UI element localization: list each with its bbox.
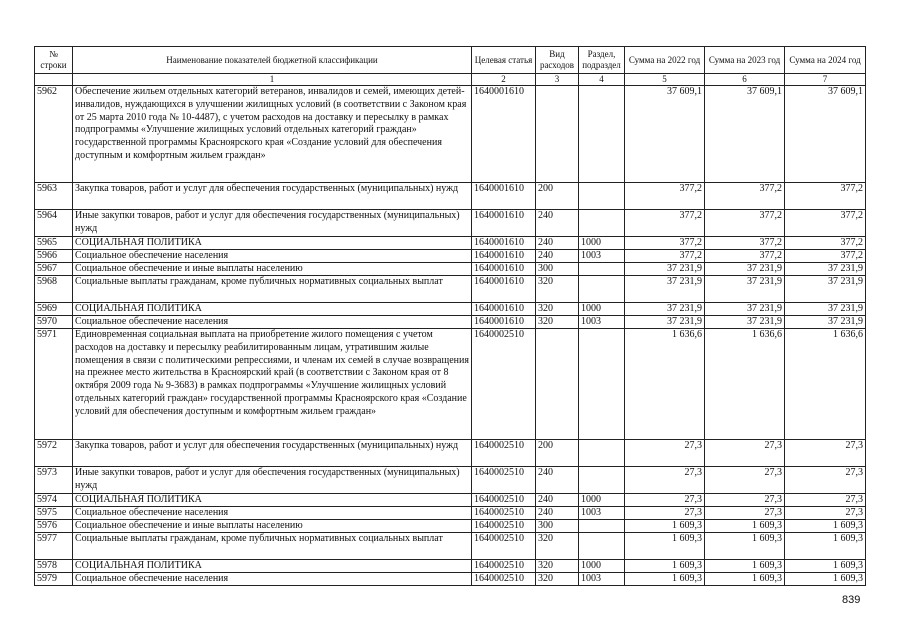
indicator-name-cell: Социальные выплаты гражданам, кроме публичных нормативных социальных выплат — [73, 276, 472, 303]
sum-2024-cell: 1 609,3 — [785, 573, 866, 586]
sum-2024-cell: 377,2 — [785, 250, 866, 263]
expense-type-cell: 320 — [536, 533, 579, 560]
sum-2024-cell: 1 636,6 — [785, 329, 866, 440]
sum-2023-cell: 377,2 — [705, 210, 785, 237]
index-cell: 3 — [536, 74, 579, 86]
section-cell: 1000 — [579, 237, 625, 250]
table-row — [35, 520, 866, 533]
expense-type-cell — [536, 329, 579, 440]
sum-2024-cell: 27,3 — [785, 494, 866, 507]
target-article-cell: 1640001610 — [472, 276, 536, 303]
section-cell — [579, 520, 625, 533]
page-number: 839 — [842, 594, 861, 606]
expense-type-cell: 320 — [536, 303, 579, 316]
expense-type-cell: 320 — [536, 560, 579, 573]
row-number-cell: 5962 — [35, 86, 73, 183]
sum-2023-cell: 1 609,3 — [705, 573, 785, 586]
table-row — [35, 263, 866, 276]
indicator-name-cell: Социальное обеспечение и иные выплаты населению — [73, 263, 472, 276]
sum-2022-cell: 27,3 — [625, 494, 705, 507]
table-body — [35, 86, 866, 586]
sum-2024-cell: 37 231,9 — [785, 303, 866, 316]
target-article-cell: 1640002510 — [472, 440, 536, 467]
sum-2022-cell: 37 231,9 — [625, 276, 705, 303]
row-number-cell: 5966 — [35, 250, 73, 263]
expense-type-cell: 200 — [536, 440, 579, 467]
indicator-name-cell: СОЦИАЛЬНАЯ ПОЛИТИКА — [73, 494, 472, 507]
sum-2022-cell: 27,3 — [625, 467, 705, 494]
expense-type-cell: 240 — [536, 494, 579, 507]
section-cell — [579, 183, 625, 210]
target-article-cell: 1640001610 — [472, 237, 536, 250]
section-cell: 1000 — [579, 560, 625, 573]
row-number-cell: 5965 — [35, 237, 73, 250]
sum-2024-cell: 377,2 — [785, 237, 866, 250]
sum-2022-cell: 377,2 — [625, 210, 705, 237]
expense-type-cell: 200 — [536, 183, 579, 210]
indicator-name-cell: СОЦИАЛЬНАЯ ПОЛИТИКА — [73, 560, 472, 573]
sum-2022-cell: 1 609,3 — [625, 560, 705, 573]
sum-2022-cell: 1 609,3 — [625, 533, 705, 560]
row-number-cell: 5964 — [35, 210, 73, 237]
sum-2024-cell: 37 231,9 — [785, 316, 866, 329]
indicator-name-cell: Иные закупки товаров, работ и услуг для обеспечения государственных (муниципальных) нужд — [73, 210, 472, 237]
sum-2022-cell: 27,3 — [625, 440, 705, 467]
row-number-cell: 5977 — [35, 533, 73, 560]
target-article-cell: 1640001610 — [472, 250, 536, 263]
sum-2022-cell: 37 231,9 — [625, 303, 705, 316]
indicator-name-cell: Иные закупки товаров, работ и услуг для обеспечения государственных (муниципальных) нужд — [73, 467, 472, 494]
row-number-cell: 5969 — [35, 303, 73, 316]
expense-type-cell — [536, 86, 579, 183]
expense-type-cell: 320 — [536, 316, 579, 329]
sum-2022-cell: 37 609,1 — [625, 86, 705, 183]
sum-2023-cell: 37 231,9 — [705, 303, 785, 316]
table-row — [35, 329, 866, 440]
sum-2024-cell: 1 609,3 — [785, 533, 866, 560]
expense-type-cell: 240 — [536, 507, 579, 520]
sum-2023-cell: 377,2 — [705, 250, 785, 263]
index-cell: 7 — [785, 74, 866, 86]
sum-2024-cell: 27,3 — [785, 467, 866, 494]
header-section: Раздел, подраздел — [579, 47, 625, 74]
indicator-name-cell: Единовременная социальная выплата на приобретение жилого помещения с учетом расходов на доставку и пересылку реабилитированным лицам, утратившим жилые помещения в связи с политическими репрессиями, и членам их семей в случае возвращения на прежнее место жительства в Красноярский край (в соответствии с Законом края от 8 октября 2009 года № 9-3683) в рамках подпрограммы «Улучшение жилищных условий отдельных категорий граждан» государственной программы Красноярского края «Создание условий для обеспечения доступным и комфортным жильем граждан» — [73, 329, 472, 440]
indicator-name-cell: Обеспечение жильем отдельных категорий ветеранов, инвалидов и семей, имеющих детей-инвалидов, нуждающихся в улучшении жилищных условий (в соответствии с Законом края от 25 марта 2010 года № 10-4487), с учетом расходов на доставку и пересылку в рамках подпрограммы «Улучшение жилищных условий отдельных категорий граждан» государственной программы Красноярского края «Создание условий для обеспечения доступным и комфортным жильем граждан» — [73, 86, 472, 183]
sum-2022-cell: 37 231,9 — [625, 263, 705, 276]
table-row — [35, 573, 866, 586]
indicator-name-cell: Социальные выплаты гражданам, кроме публичных нормативных социальных выплат — [73, 533, 472, 560]
sum-2022-cell: 27,3 — [625, 507, 705, 520]
sum-2024-cell: 1 609,3 — [785, 560, 866, 573]
section-cell: 1003 — [579, 250, 625, 263]
target-article-cell: 1640002510 — [472, 494, 536, 507]
section-cell: 1003 — [579, 573, 625, 586]
expense-type-cell: 240 — [536, 467, 579, 494]
index-cell: 2 — [472, 74, 536, 86]
index-cell: 6 — [705, 74, 785, 86]
sum-2022-cell: 377,2 — [625, 250, 705, 263]
sum-2022-cell: 1 636,6 — [625, 329, 705, 440]
target-article-cell: 1640002510 — [472, 573, 536, 586]
sum-2023-cell: 37 231,9 — [705, 316, 785, 329]
sum-2023-cell: 27,3 — [705, 467, 785, 494]
indicator-name-cell: Социальное обеспечение населения — [73, 507, 472, 520]
sum-2023-cell: 1 609,3 — [705, 533, 785, 560]
header-sum-2024: Сумма на 2024 год — [785, 47, 866, 74]
table-row — [35, 507, 866, 520]
sum-2024-cell: 27,3 — [785, 440, 866, 467]
sum-2022-cell: 377,2 — [625, 237, 705, 250]
sum-2024-cell: 27,3 — [785, 507, 866, 520]
table-row — [35, 86, 866, 183]
target-article-cell: 1640001610 — [472, 210, 536, 237]
target-article-cell: 1640002510 — [472, 560, 536, 573]
section-cell: 1003 — [579, 316, 625, 329]
table-row — [35, 210, 866, 237]
section-cell: 1003 — [579, 507, 625, 520]
header-sum-2022: Сумма на 2022 год — [625, 47, 705, 74]
sum-2023-cell: 377,2 — [705, 183, 785, 210]
sum-2023-cell: 1 609,3 — [705, 520, 785, 533]
table-row — [35, 276, 866, 303]
expense-type-cell: 240 — [536, 237, 579, 250]
sum-2022-cell: 1 609,3 — [625, 573, 705, 586]
table-row — [35, 467, 866, 494]
indicator-name-cell: Социальное обеспечение и иные выплаты населению — [73, 520, 472, 533]
indicator-name-cell: Закупка товаров, работ и услуг для обеспечения государственных (муниципальных) нужд — [73, 440, 472, 467]
indicator-name-cell: Социальное обеспечение населения — [73, 316, 472, 329]
index-cell — [35, 74, 73, 86]
indicator-name-cell: СОЦИАЛЬНАЯ ПОЛИТИКА — [73, 303, 472, 316]
row-number-cell: 5971 — [35, 329, 73, 440]
row-number-cell: 5978 — [35, 560, 73, 573]
sum-2023-cell: 1 636,6 — [705, 329, 785, 440]
row-number-cell: 5975 — [35, 507, 73, 520]
target-article-cell: 1640002510 — [472, 533, 536, 560]
sum-2023-cell: 27,3 — [705, 507, 785, 520]
section-cell: 1000 — [579, 303, 625, 316]
section-cell — [579, 467, 625, 494]
table-row — [35, 494, 866, 507]
expense-type-cell: 240 — [536, 250, 579, 263]
header-indicator-name: Наименование показателей бюджетной классификации — [73, 47, 472, 74]
table-row — [35, 560, 866, 573]
section-cell — [579, 210, 625, 237]
sum-2023-cell: 37 231,9 — [705, 276, 785, 303]
section-cell — [579, 86, 625, 183]
header-sum-2023: Сумма на 2023 год — [705, 47, 785, 74]
table-row — [35, 250, 866, 263]
row-number-cell: 5963 — [35, 183, 73, 210]
index-cell: 5 — [625, 74, 705, 86]
section-cell — [579, 263, 625, 276]
row-number-cell: 5972 — [35, 440, 73, 467]
indicator-name-cell: Закупка товаров, работ и услуг для обеспечения государственных (муниципальных) нужд — [73, 183, 472, 210]
header-expense-type: Вид расходов — [536, 47, 579, 74]
section-cell: 1000 — [579, 494, 625, 507]
row-number-cell: 5968 — [35, 276, 73, 303]
target-article-cell: 1640001610 — [472, 303, 536, 316]
row-number-cell: 5973 — [35, 467, 73, 494]
sum-2023-cell: 27,3 — [705, 440, 785, 467]
sum-2023-cell: 377,2 — [705, 237, 785, 250]
index-cell: 1 — [73, 74, 472, 86]
header-target-article: Целевая статья — [472, 47, 536, 74]
table-row — [35, 316, 866, 329]
sum-2024-cell: 377,2 — [785, 210, 866, 237]
target-article-cell: 1640001610 — [472, 263, 536, 276]
target-article-cell: 1640002510 — [472, 329, 536, 440]
expense-type-cell: 300 — [536, 520, 579, 533]
expense-type-cell: 240 — [536, 210, 579, 237]
sum-2023-cell: 37 231,9 — [705, 263, 785, 276]
section-cell — [579, 276, 625, 303]
table-row — [35, 237, 866, 250]
table-row — [35, 303, 866, 316]
row-number-cell: 5974 — [35, 494, 73, 507]
table-row — [35, 533, 866, 560]
row-number-cell: 5970 — [35, 316, 73, 329]
sum-2024-cell: 37 609,1 — [785, 86, 866, 183]
sum-2024-cell: 377,2 — [785, 183, 866, 210]
budget-table — [34, 46, 866, 586]
target-article-cell: 1640001610 — [472, 86, 536, 183]
sum-2024-cell: 37 231,9 — [785, 276, 866, 303]
indicator-name-cell: Социальное обеспечение населения — [73, 573, 472, 586]
sum-2024-cell: 37 231,9 — [785, 263, 866, 276]
section-cell — [579, 329, 625, 440]
sum-2022-cell: 37 231,9 — [625, 316, 705, 329]
target-article-cell: 1640001610 — [472, 183, 536, 210]
sum-2024-cell: 1 609,3 — [785, 520, 866, 533]
row-number-cell: 5976 — [35, 520, 73, 533]
expense-type-cell: 320 — [536, 573, 579, 586]
sum-2023-cell: 1 609,3 — [705, 560, 785, 573]
target-article-cell: 1640001610 — [472, 316, 536, 329]
sum-2022-cell: 377,2 — [625, 183, 705, 210]
row-number-cell: 5979 — [35, 573, 73, 586]
table-header — [35, 47, 866, 86]
target-article-cell: 1640002510 — [472, 520, 536, 533]
section-cell — [579, 533, 625, 560]
table-row — [35, 183, 866, 210]
index-cell: 4 — [579, 74, 625, 86]
indicator-name-cell: Социальное обеспечение населения — [73, 250, 472, 263]
sum-2023-cell: 27,3 — [705, 494, 785, 507]
sum-2023-cell: 37 609,1 — [705, 86, 785, 183]
target-article-cell: 1640002510 — [472, 507, 536, 520]
expense-type-cell: 320 — [536, 276, 579, 303]
target-article-cell: 1640002510 — [472, 467, 536, 494]
header-row-number: № строки — [35, 47, 73, 74]
table-row — [35, 440, 866, 467]
sum-2022-cell: 1 609,3 — [625, 520, 705, 533]
row-number-cell: 5967 — [35, 263, 73, 276]
expense-type-cell: 300 — [536, 263, 579, 276]
section-cell — [579, 440, 625, 467]
indicator-name-cell: СОЦИАЛЬНАЯ ПОЛИТИКА — [73, 237, 472, 250]
